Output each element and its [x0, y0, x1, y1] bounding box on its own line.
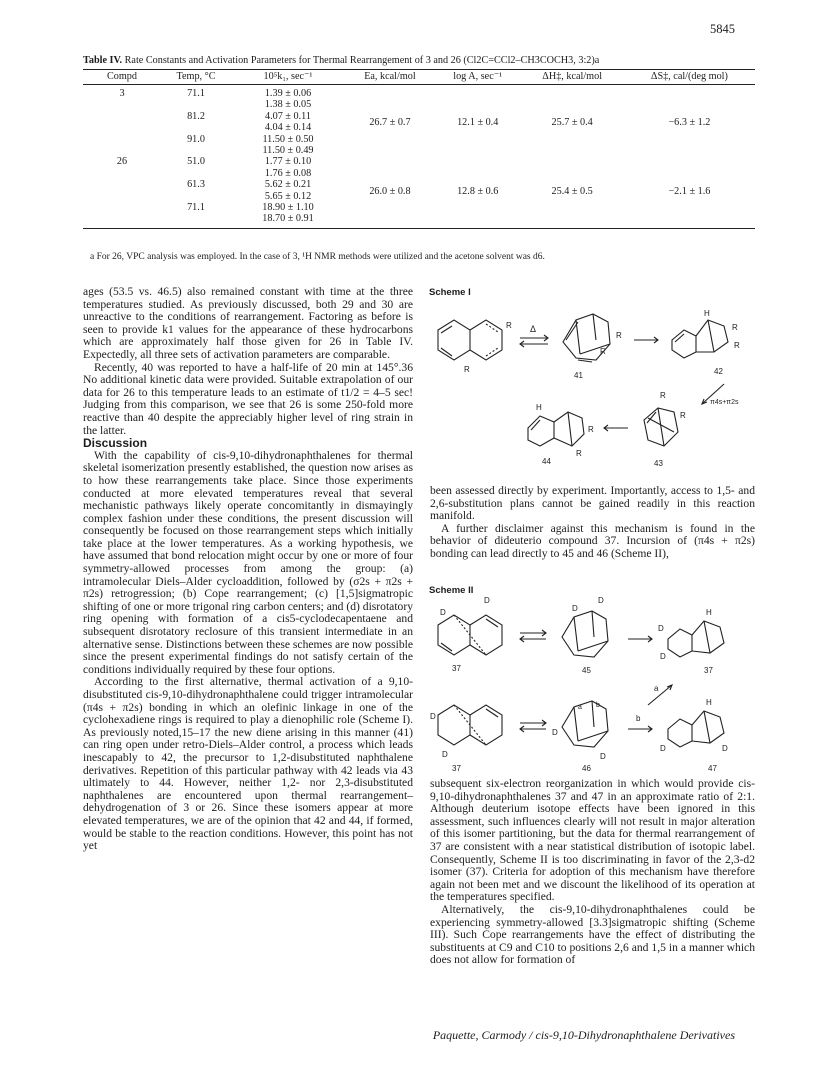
d-label: D — [572, 604, 578, 613]
r-label: R — [588, 425, 594, 434]
right-column-top — [430, 485, 755, 561]
equilibrium-arrow — [520, 720, 546, 732]
temp-cell: 51.0 — [187, 156, 205, 168]
k-cell — [231, 179, 345, 202]
r-label: R — [732, 323, 738, 332]
loga-cell: 12.1 ± 0.4 — [457, 116, 499, 128]
k-value: 18.90 ± 1.10 — [262, 202, 314, 214]
compound-41-number: 41 — [574, 371, 583, 380]
pathway-label: π4s+π2s — [710, 399, 739, 406]
compound-44-number: 44 — [542, 457, 551, 466]
h-label: H — [706, 698, 712, 707]
compound-43-number: 43 — [654, 459, 663, 468]
compound-45-structure — [562, 611, 608, 657]
k-value: 1.77 ± 0.10 — [264, 156, 312, 168]
compound-37-structure — [438, 615, 502, 655]
scheme2-label: Scheme II — [429, 585, 474, 596]
k-cell — [231, 134, 345, 157]
h-label: H — [704, 309, 710, 318]
k-value: 18.70 ± 0.91 — [262, 213, 314, 225]
temp-cell: 71.1 — [187, 88, 205, 99]
d-label: D — [722, 744, 728, 753]
d-label: D — [660, 652, 666, 661]
scheme1-label: Scheme I — [429, 287, 471, 298]
compound-47-number: 47 — [708, 764, 717, 773]
dh-cell: 25.4 ± 0.5 — [551, 186, 593, 198]
compound-46-number: 46 — [582, 764, 591, 773]
compound-37-number: 37 — [452, 664, 461, 673]
loga-cell: 12.8 ± 0.6 — [457, 186, 499, 198]
d-label: D — [600, 752, 606, 761]
bond-b-label: b — [596, 702, 600, 709]
dihydronaphthalene-structure — [438, 320, 502, 360]
reaction-arrow — [634, 337, 658, 343]
reaction-arrow-a — [648, 685, 672, 705]
table-label: Table IV. — [83, 55, 123, 66]
k-value: 11.50 ± 0.49 — [262, 145, 314, 157]
k-cell — [231, 202, 345, 228]
rate-constants-table — [83, 69, 755, 229]
header-temp: Temp, °C — [176, 71, 216, 82]
paragraph: Recently, 40 was reported to have a half-life of 20 min at 145°.36 No additional kinetic data were provided. Suitable extrapolation of our data for 26 to this temperature leads to an estimate of t1/2 = 4–5 sec! Judging from this comparison, we see that 26 is some 250-fold more reactive than 40 despite the appreciably higher level of ring strain in the latter. — [83, 360, 413, 437]
r-label: R — [600, 347, 606, 356]
right-column-bottom — [430, 778, 755, 967]
paragraph: subsequent six-electron reorganization in which would provide cis-9,10-dihydronaphthalenes 37 and 47 in an approximate ratio of 2:1. Although deuterium isotope effects have been ignored in this assessment, such influences clearly will not result in major alteration of this isomer partitioning, but the data for thermal rearrangement of 37 are consistent with a near statistical distribution of isotopic label. Consequently, Scheme II is too discriminating in favor of the 2,3-d2 isomer (37). Criteria for adoption of this mechanism have therefore again not been met and we discount the likelihood of its operation at the temperatures specified. — [430, 777, 755, 904]
reaction-arrow — [628, 636, 652, 642]
table-row — [83, 85, 755, 111]
page-number: 5845 — [710, 22, 735, 36]
left-column — [83, 286, 413, 853]
k-value: 1.39 ± 0.06 — [264, 88, 312, 99]
r-label: R — [576, 449, 582, 458]
header-k1: 10⁵k₁, sec⁻¹ — [263, 71, 313, 82]
compound-37-product-structure — [668, 621, 724, 657]
d-label: D — [598, 596, 604, 605]
h-label: H — [536, 403, 542, 412]
k-value: 5.65 ± 0.12 — [264, 190, 312, 202]
path-a-label: a — [654, 684, 659, 693]
paragraph: With the capability of cis-9,10-dihydronaphthalenes for thermal skeletal isomerization presently established, the question now arises as to how these rearrangements take place. Since those experiments conducted at more elevated temperatures reveal that several mechanistic pathways likely operate concomitantly in dismayingly complex fashion under these conditions, the present discussion will consequently be focused on those rearrangement steps which initially take place at the lower temperatures. As a working hypothesis, we have assumed that bond relocation might occur by one or more of four symmetry-allowed processes from among the group: (a) intramolecular Diels–Alder cycloaddition, followed by (σ2s + π2s + π2s) retrogression; (b) Cope rearrangement; (c) [1,5]sigmatropic shifting of one or more trigonal ring carbon centers; and (d) disrotatory ring opening with formation of a cis5-cyclodecapentaene and subsequent disrotatory reclosure of this transient intermediate in an alternative sense. Distinctions between these schemes are now possible since the present experimental findings do not satisfy certain of the conditions individually required by these four options. — [83, 448, 414, 676]
compound-37-number: 37 — [704, 666, 713, 675]
compd-cell: 26 — [116, 156, 128, 168]
k-value: 4.04 ± 0.14 — [264, 122, 312, 134]
path-b-label: b — [636, 714, 641, 723]
temp-cell: 61.3 — [187, 179, 205, 191]
compound-45-number: 45 — [582, 666, 591, 675]
header-compd: Compd — [106, 71, 137, 82]
r-label: R — [680, 411, 686, 420]
k-value: 4.07 ± 0.11 — [265, 110, 311, 122]
k-value: 5.62 ± 0.21 — [264, 179, 312, 191]
dh-cell: 25.7 ± 0.4 — [551, 116, 593, 128]
temp-cell: 71.1 — [187, 202, 205, 214]
header-ds: ΔS‡, cal/(deg mol) — [650, 71, 728, 82]
compound-46-structure — [562, 701, 608, 747]
table-header-row — [83, 70, 755, 85]
k-value: 1.76 ± 0.08 — [264, 167, 312, 179]
table-row — [83, 156, 755, 179]
ea-cell: 26.0 ± 0.8 — [369, 186, 411, 198]
d-label: D — [442, 750, 448, 759]
k-cell — [231, 111, 345, 134]
compound-37-structure — [438, 705, 502, 745]
ea-cell: 26.7 ± 0.7 — [369, 116, 411, 128]
r-label: R — [660, 391, 666, 400]
header-ea: Ea, kcal/mol — [364, 71, 416, 82]
d-label: D — [552, 728, 558, 737]
temp-cell: 91.0 — [187, 133, 205, 145]
temp-cell: 81.2 — [187, 110, 205, 122]
paragraph: A further disclaimer against this mechanism is found in the behavior of dideuterio compound 37. Incursion of (π4s + π2s) bonding can lead directly to 45 and 46 (Scheme II), — [430, 521, 755, 560]
r-label: R — [734, 341, 740, 350]
ds-cell: −2.1 ± 1.6 — [668, 186, 711, 198]
scheme2-diagram — [428, 595, 758, 775]
scheme1-diagram — [428, 300, 758, 470]
section-heading: Discussion — [83, 436, 148, 451]
k-value: 1.38 ± 0.05 — [264, 99, 312, 111]
table-caption — [83, 55, 755, 66]
paragraph: ages (53.5 vs. 46.5) also remained constant with time at the three temperatures studied. As previously discussed, both 29 and 30 are unreactive to the conditions of rearrangement. Factoring as before is seen to provide k1 values for the appearance of these hydrocarbons which are approximately half those given for 26 in Table IV. Expectedly, all three sets of activation parameters are comparable. — [83, 285, 413, 361]
paragraph: Alternatively, the cis-9,10-dihydronaphthalenes could be experiencing symmetry-allowed [3.3]sigmatropic shifting (Scheme III). Such Cope rearrangements have the effect of distributing the substituents at C9 and C10 to positions 2,6 and 1,5 in a manner which does not allow for formation of — [430, 902, 755, 967]
compound-42-number: 42 — [714, 367, 723, 376]
compound-47-structure — [668, 711, 724, 747]
d-label: D — [660, 744, 666, 753]
paragraph: According to the first alternative, thermal activation of a 9,10-disubstituted cis-9,10-dihydronaphthalene could trigger intramolecular (π4s + π2s) bonding in which an olefinic linkage in one of the cyclohexadiene rings is required to play a dienophilic role (Scheme I). As previously noted,15–17 the new diene arising in this manner (41) can ring open under retro-Diels–Alder control, a process which leads inescapably to 42, the precursor to 1,2-disubstituted naphthalene derivatives. Repetition of this particular pathway with 42 leads via 43 ultimately to 44. However, neither 1,2- nor 2,3-disubstituted naphthalenes are encountered upon thermal rearrangement–dehydrogenation of 3 or 26. Since these isomers appear at more elevated temperatures, we are of the opinion that 42 and 44, if formed, would be stable to the reaction conditions. However, this point has not yet — [83, 675, 413, 853]
d-label: D — [658, 624, 664, 633]
r-label: R — [506, 321, 512, 330]
ds-cell: −6.3 ± 1.2 — [668, 116, 711, 128]
h-label: H — [706, 608, 712, 617]
reaction-arrow-b — [628, 726, 652, 732]
d-label: D — [440, 608, 446, 617]
compd-cell: 3 — [119, 88, 125, 99]
k-value: 11.50 ± 0.50 — [262, 133, 314, 145]
d-label: D — [484, 596, 490, 605]
reaction-arrow — [604, 425, 628, 431]
equilibrium-arrow — [520, 335, 548, 347]
equilibrium-arrow — [520, 630, 546, 642]
table-footnote: a For 26, VPC analysis was employed. In the case of 3, ¹H NMR methods were utilized and the acetone solvent was d6. — [90, 252, 545, 262]
paragraph: been assessed directly by experiment. Importantly, access to 1,5- and 2,6-substitution plans cannot be gained readily in this reaction manifold. — [430, 484, 755, 523]
k-cell — [231, 156, 345, 179]
running-footer: Paquette, Carmody / cis-9,10-Dihydronaphthalene Derivatives — [432, 1028, 735, 1042]
table-caption-text: Rate Constants and Activation Parameters for Thermal Rearrangement of 3 and 26 (Cl2C=CCl2–CH3COCH3, 3:2)a — [124, 55, 600, 66]
bond-a-label: a — [578, 704, 582, 711]
delta-label: Δ — [530, 324, 537, 334]
compound-43-structure — [644, 408, 678, 446]
compound-44-structure — [528, 412, 584, 446]
header-loga: log A, sec⁻¹ — [453, 71, 503, 82]
r-label: R — [616, 331, 622, 340]
header-dh: ΔH‡, kcal/mol — [542, 71, 603, 82]
k-cell — [231, 85, 345, 111]
r-label: R — [464, 365, 470, 374]
compound-37-number: 37 — [452, 764, 461, 773]
d-label: D — [430, 712, 436, 721]
compound-42-structure — [672, 320, 728, 358]
